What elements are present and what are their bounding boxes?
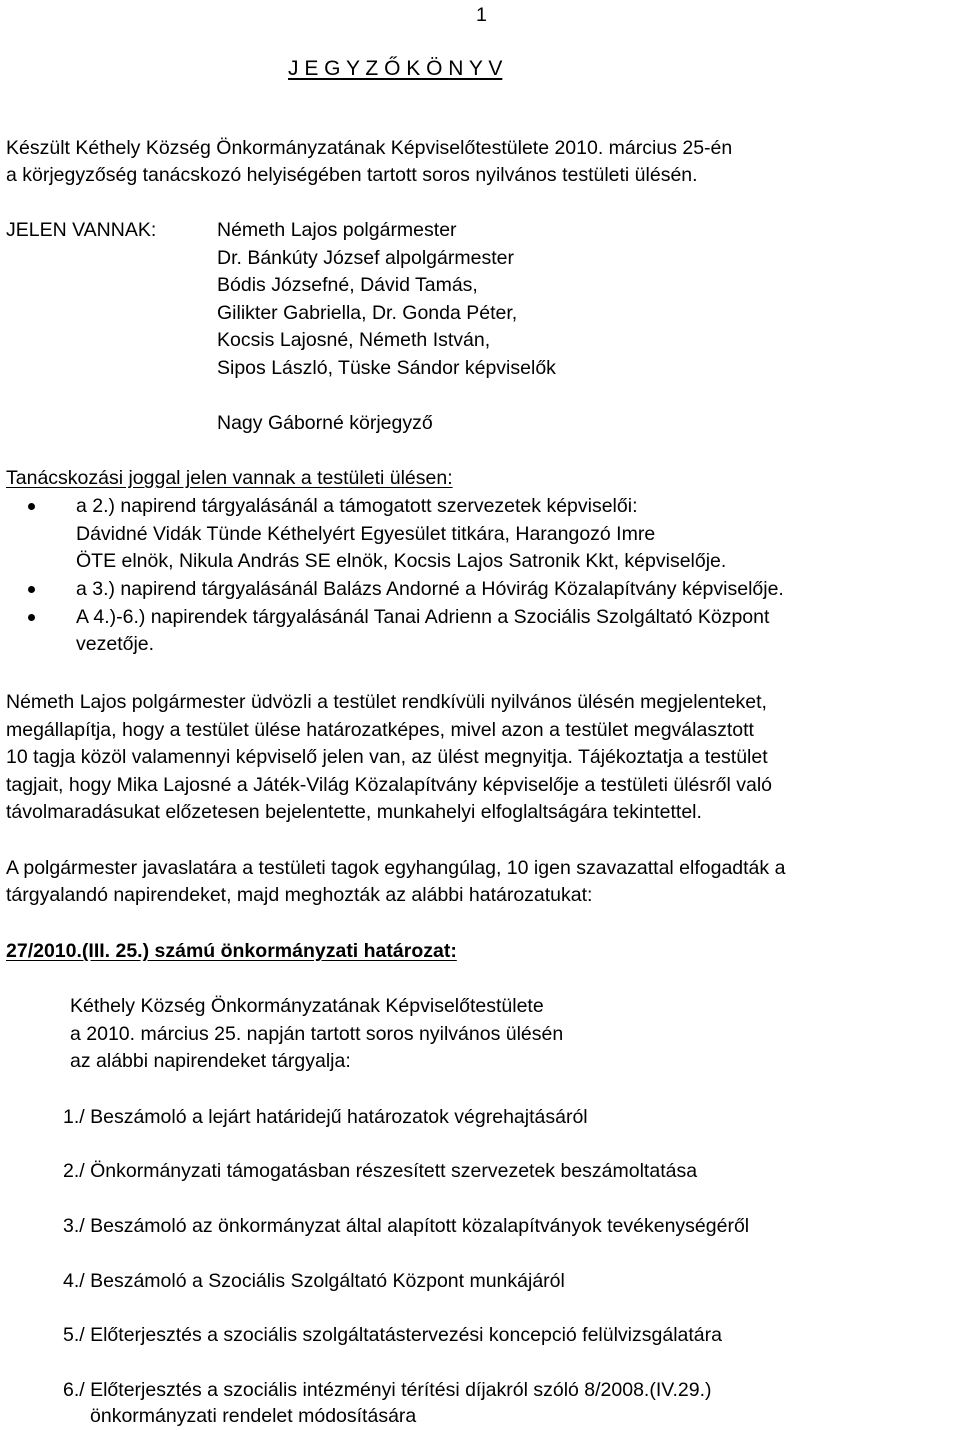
bullet-icon xyxy=(28,503,35,510)
present-line: Bódis Józsefné, Dávid Tamás, xyxy=(217,274,478,296)
bullet-icon xyxy=(28,614,35,621)
advisory-item-line: a 3.) napirend tárgyalásánál Balázs Andorné a Hóvirág Közalapítvány képviselője. xyxy=(76,578,784,600)
agenda-item: 3./ Beszámoló az önkormányzat által alapított közalapítványok tevékenységéről xyxy=(63,1215,750,1237)
advisory-item-line: vezetője. xyxy=(76,633,155,655)
resolution-intro-line: Kéthely Község Önkormányzatának Képviselőtestülete xyxy=(70,995,544,1017)
agenda-item: 2./ Önkormányzati támogatásban részesített szervezetek beszámoltatása xyxy=(63,1160,698,1182)
advisory-item-line: Dávidné Vidák Tünde Kéthelyért Egyesület titkára, Harangozó Imre xyxy=(76,523,656,545)
notary-line: Nagy Gáborné körjegyző xyxy=(217,412,433,434)
agenda-item: 5./ Előterjesztés a szociális szolgáltatástervezési koncepció felülvizsgálatára xyxy=(63,1324,722,1346)
resolution-heading: 27/2010.(III. 25.) számú önkormányzati határozat: xyxy=(6,940,457,962)
present-line: Gilikter Gabriella, Dr. Gonda Péter, xyxy=(217,302,518,324)
paragraph-line: Németh Lajos polgármester üdvözli a testület rendkívüli nyilvános ülésén megjelenteket, xyxy=(6,691,767,713)
agenda-item: 4./ Beszámoló a Szociális Szolgáltató Központ munkájáról xyxy=(63,1270,565,1292)
intro-line-2: a körjegyzőség tanácskozó helyiségében tartott soros nyilvános testületi ülésén. xyxy=(6,164,698,186)
paragraph-line: 10 tagja közöl valamennyi képviselő jelen van, az ülést megnyitja. Tájékoztatja a testület xyxy=(6,746,768,768)
advisory-item-line: A 4.)-6.) napirendek tárgyalásánál Tanai Adrienn a Szociális Szolgáltató Központ xyxy=(76,606,770,628)
present-line: Sipos László, Tüske Sándor képviselők xyxy=(217,357,556,379)
resolution-intro-line: a 2010. március 25. napján tartott soros nyilvános ülésén xyxy=(70,1023,564,1045)
present-line: Dr. Bánkúty József alpolgármester xyxy=(217,247,514,269)
present-label: JELEN VANNAK: xyxy=(6,219,157,241)
page-number: 1 xyxy=(476,4,487,26)
paragraph-line: megállapítja, hogy a testület ülése határozatképes, mivel azon a testület megválasztott xyxy=(6,719,754,741)
agenda-item: 6./ Előterjesztés a szociális intézményi térítési díjakról szóló 8/2008.(IV.29.) xyxy=(63,1379,712,1401)
advisory-item-line: a 2.) napirend tárgyalásánál a támogatott szervezetek képviselői: xyxy=(76,495,638,517)
agenda-item: 1./ Beszámoló a lejárt határidejű határozatok végrehajtásáról xyxy=(63,1106,588,1128)
bullet-icon xyxy=(28,586,35,593)
advisory-item-line: ÖTE elnök, Nikula András SE elnök, Kocsis Lajos Satronik Kkt, képviselője. xyxy=(76,550,727,572)
paragraph-line: A polgármester javaslatára a testületi tagok egyhangúlag, 10 igen szavazattal elfogadták a xyxy=(6,857,786,879)
paragraph-line: tárgyalandó napirendeket, majd meghozták az alábbi határozatukat: xyxy=(6,884,593,906)
paragraph-line: tagjait, hogy Mika Lajosné a Játék-Világ Közalapítvány képviselője a testületi ülésről való xyxy=(6,774,772,796)
document-title: J E G Y Z Ő K Ö N Y V xyxy=(288,57,503,80)
intro-line-1: Készült Kéthely Község Önkormányzatának Képviselőtestülete 2010. március 25-én xyxy=(6,137,733,159)
advisory-heading: Tanácskozási joggal jelen vannak a testületi ülésen: xyxy=(6,467,453,489)
agenda-item-continuation: önkormányzati rendelet módosítására xyxy=(90,1405,417,1427)
present-line: Németh Lajos polgármester xyxy=(217,219,457,241)
present-line: Kocsis Lajosné, Németh István, xyxy=(217,329,491,351)
resolution-intro-line: az alábbi napirendeket tárgyalja: xyxy=(70,1050,351,1072)
paragraph-line: távolmaradásukat előzetesen bejelentette, munkahelyi elfoglaltságára tekintettel. xyxy=(6,801,702,823)
